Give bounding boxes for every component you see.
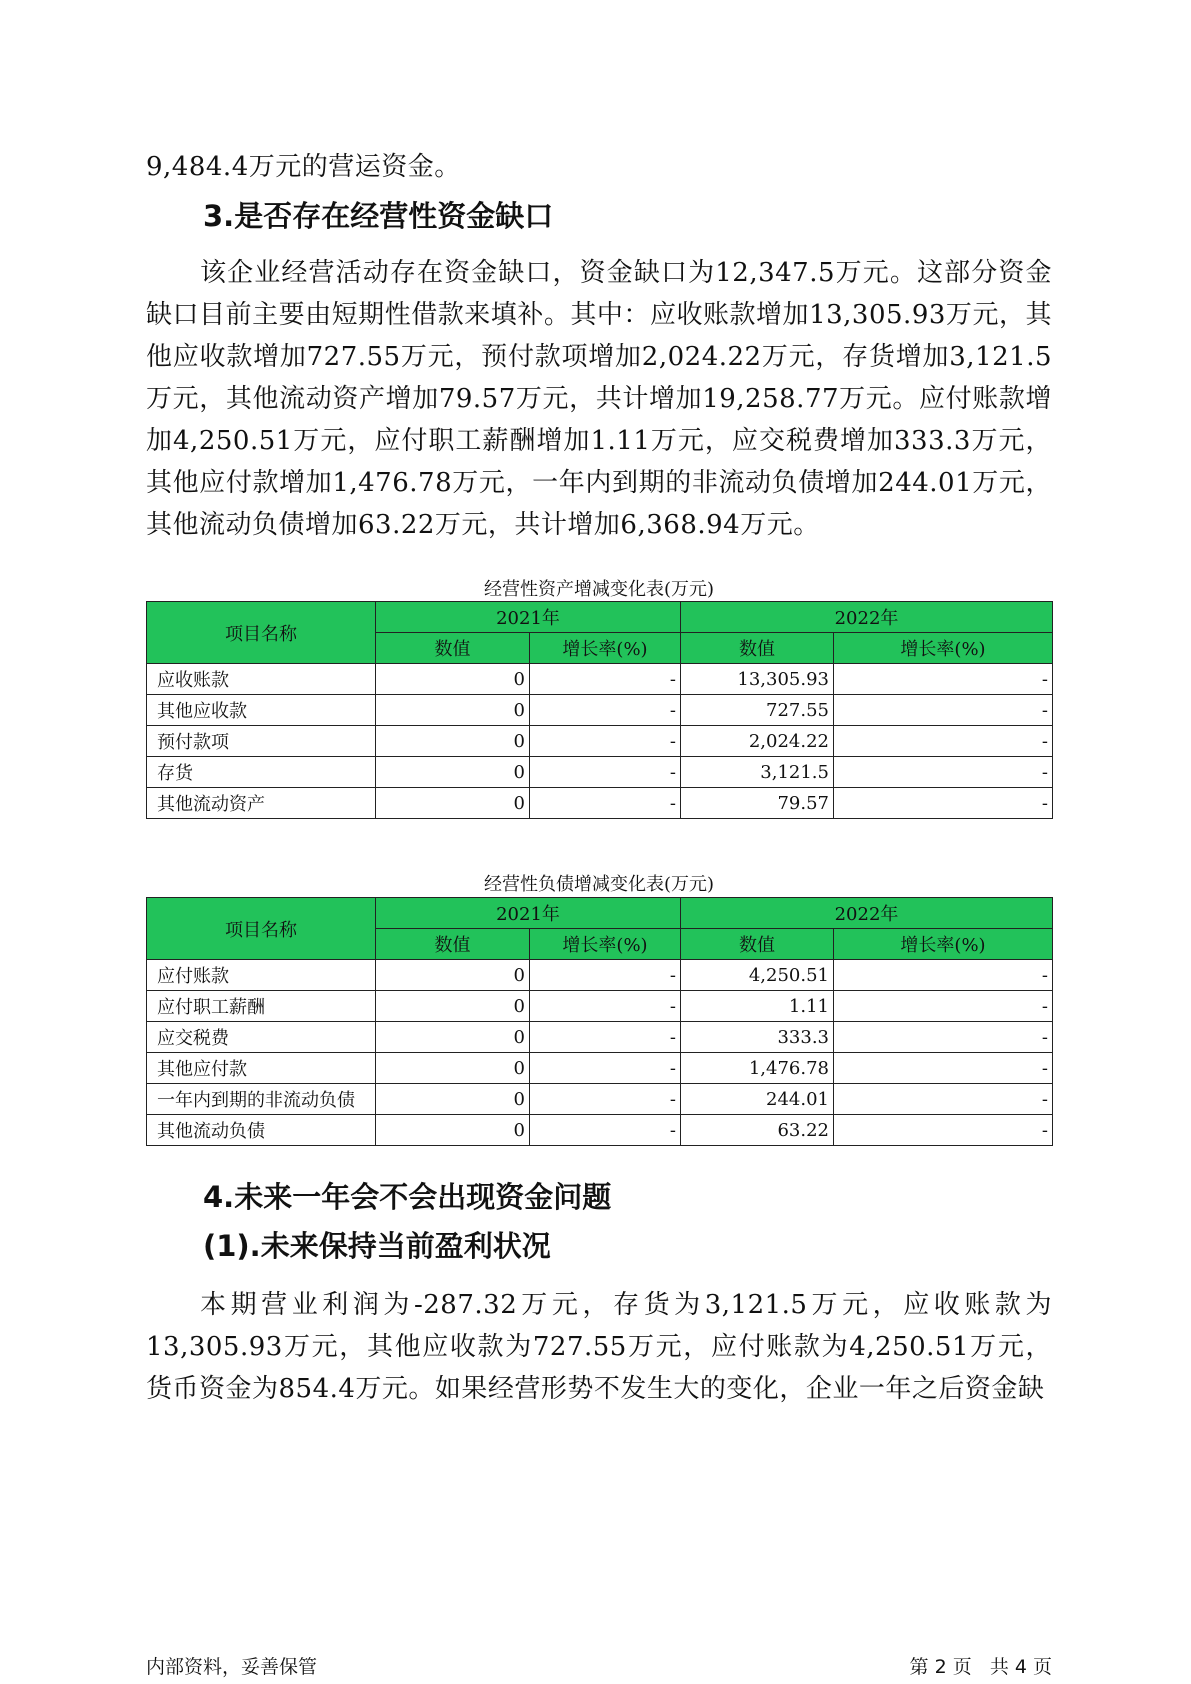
row-rate-2021: - <box>530 788 681 819</box>
row-value-2021: 0 <box>376 788 530 819</box>
row-item-name: 应付职工薪酬 <box>147 991 376 1022</box>
section3-heading: 3.是否存在经营性资金缺口 <box>203 199 554 233</box>
col-header-year-2021: 2021年 <box>376 602 681 633</box>
row-value-2021: 0 <box>376 695 530 726</box>
col-header-year-2022: 2022年 <box>681 602 1053 633</box>
row-value-2021: 0 <box>376 1084 530 1115</box>
row-rate-2022: - <box>834 695 1053 726</box>
row-rate-2021: - <box>530 960 681 991</box>
table-row <box>147 1084 1053 1115</box>
row-value-2021: 0 <box>376 1115 530 1146</box>
row-rate-2022: - <box>834 664 1053 695</box>
row-value-2021: 0 <box>376 991 530 1022</box>
col-header-name: 项目名称 <box>147 898 376 960</box>
section4-heading: 4.未来一年会不会出现资金问题 <box>203 1180 612 1214</box>
section3-paragraph: 该企业经营活动存在资金缺口，资金缺口为12,347.5万元。这部分资金缺口目前主要由短期性借款来填补。其中：应收账款增加13,305.93万元，其他应收款增加727.55万元，预付款项增加2,024.22万元，存货增加3,121.5万元，其他流动资产增加79.57万元，共计增加19,258.77万元。应付账款增加4,250.51万元，应付职工薪酬增加1.11万元，应交税费增加333.3万元，其他应付款增加1,476.78万元，一年内到期的非流动负债增加244.01万元，其他流动负债增加63.22万元，共计增加6,368.94万元。 <box>146 258 1052 540</box>
row-value-2022: 1,476.78 <box>681 1053 834 1084</box>
row-rate-2021: - <box>530 1115 681 1146</box>
table-row <box>147 664 1053 695</box>
row-value-2022: 3,121.5 <box>681 757 834 788</box>
row-rate-2021: - <box>530 695 681 726</box>
section4-paragraph: 本期营业利润为-287.32万元，存货为3,121.5万元，应收账款为13,305.93万元，其他应收款为727.55万元，应付账款为4,250.51万元，货币资金为854.4万元。如果经营形势不发生大的变化，企业一年之后资金缺 <box>146 1290 1052 1404</box>
col-header-name: 项目名称 <box>147 602 376 664</box>
table-row <box>147 960 1053 991</box>
row-item-name: 应付账款 <box>147 960 376 991</box>
row-value-2022: 244.01 <box>681 1084 834 1115</box>
col-header-year-2021: 2021年 <box>376 898 681 929</box>
row-rate-2021: - <box>530 1053 681 1084</box>
footer-page-number: 第 2 页 共 4 页 <box>909 1656 1052 1678</box>
row-rate-2022: - <box>834 1022 1053 1053</box>
table-row <box>147 726 1053 757</box>
row-rate-2022: - <box>834 757 1053 788</box>
subheader-value-2021: 数值 <box>376 633 530 664</box>
liability-change-table <box>146 897 1053 1146</box>
row-item-name: 其他应付款 <box>147 1053 376 1084</box>
subheader-value-2022: 数值 <box>681 929 834 960</box>
row-rate-2022: - <box>834 1053 1053 1084</box>
row-rate-2022: - <box>834 788 1053 819</box>
asset-table-caption: 经营性资产增减变化表(万元) <box>483 579 715 600</box>
row-rate-2022: - <box>834 960 1053 991</box>
row-item-name: 存货 <box>147 757 376 788</box>
row-item-name: 一年内到期的非流动负债 <box>147 1084 376 1115</box>
row-item-name: 应交税费 <box>147 1022 376 1053</box>
row-rate-2021: - <box>530 664 681 695</box>
row-value-2021: 0 <box>376 1022 530 1053</box>
row-rate-2021: - <box>530 991 681 1022</box>
table-row <box>147 757 1053 788</box>
row-value-2022: 63.22 <box>681 1115 834 1146</box>
row-item-name: 其他流动负债 <box>147 1115 376 1146</box>
row-value-2021: 0 <box>376 757 530 788</box>
row-value-2022: 333.3 <box>681 1022 834 1053</box>
row-rate-2022: - <box>834 726 1053 757</box>
row-item-name: 其他流动资产 <box>147 788 376 819</box>
row-rate-2022: - <box>834 1084 1053 1115</box>
row-value-2022: 13,305.93 <box>681 664 834 695</box>
asset-change-table <box>146 601 1053 819</box>
row-item-name: 其他应收款 <box>147 695 376 726</box>
liability-table-body <box>147 960 1053 1146</box>
liability-table-caption: 经营性负债增减变化表(万元) <box>483 874 715 895</box>
row-value-2022: 4,250.51 <box>681 960 834 991</box>
table-row <box>147 695 1053 726</box>
subheader-value-2021: 数值 <box>376 929 530 960</box>
row-value-2021: 0 <box>376 960 530 991</box>
row-value-2021: 0 <box>376 664 530 695</box>
subheader-rate-2021: 增长率(%) <box>530 633 681 664</box>
subheader-rate-2021: 增长率(%) <box>530 929 681 960</box>
row-value-2022: 1.11 <box>681 991 834 1022</box>
table-row <box>147 991 1053 1022</box>
footer-confidential-note: 内部资料，妥善保管 <box>146 1656 318 1678</box>
subheader-value-2022: 数值 <box>681 633 834 664</box>
row-rate-2021: - <box>530 1084 681 1115</box>
subheader-rate-2022: 增长率(%) <box>834 633 1053 664</box>
row-rate-2022: - <box>834 1115 1053 1146</box>
row-value-2021: 0 <box>376 1053 530 1084</box>
row-value-2022: 727.55 <box>681 695 834 726</box>
table-row <box>147 1053 1053 1084</box>
asset-table-body <box>147 664 1053 819</box>
row-rate-2021: - <box>530 726 681 757</box>
intro-line: 9,484.4万元的营运资金。 <box>146 152 461 182</box>
table-row <box>147 1115 1053 1146</box>
row-rate-2021: - <box>530 1022 681 1053</box>
row-value-2022: 2,024.22 <box>681 726 834 757</box>
row-rate-2022: - <box>834 991 1053 1022</box>
section4-subheading: (1).未来保持当前盈利状况 <box>203 1229 551 1263</box>
row-rate-2021: - <box>530 757 681 788</box>
table-row <box>147 788 1053 819</box>
col-header-year-2022: 2022年 <box>681 898 1053 929</box>
table-row <box>147 1022 1053 1053</box>
row-value-2021: 0 <box>376 726 530 757</box>
row-value-2022: 79.57 <box>681 788 834 819</box>
row-item-name: 预付款项 <box>147 726 376 757</box>
subheader-rate-2022: 增长率(%) <box>834 929 1053 960</box>
row-item-name: 应收账款 <box>147 664 376 695</box>
